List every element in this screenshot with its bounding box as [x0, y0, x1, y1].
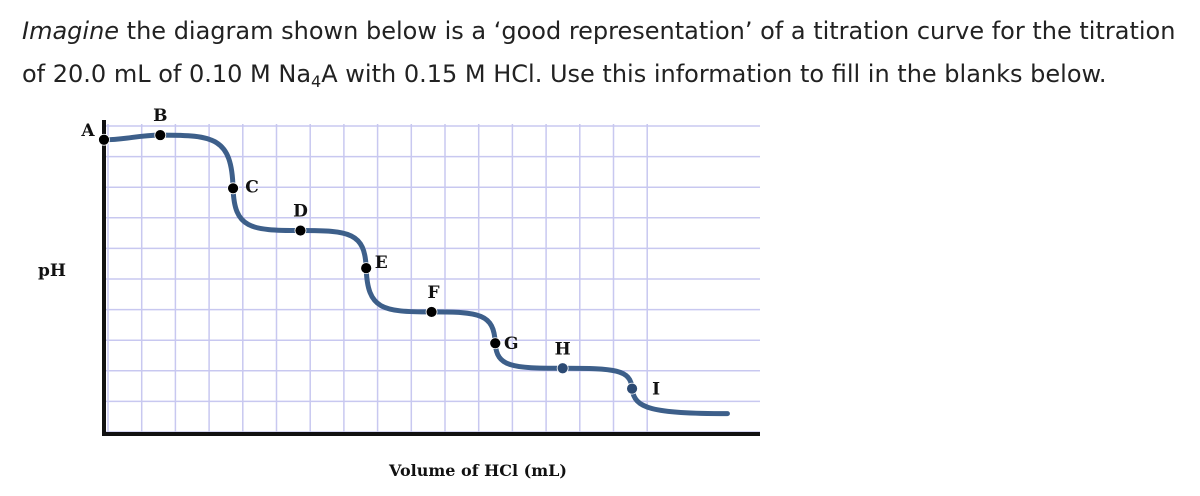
point-i [627, 383, 638, 394]
point-d [295, 225, 306, 236]
point-label-a: A [81, 120, 95, 141]
x-axis-label: Volume of HCl (mL) [389, 461, 567, 480]
question-part-1: the diagram shown below is a ‘good representation’ of a titration curve for the titration of 20.0 mL of 0.10 M Na [22, 17, 1176, 88]
point-a [99, 134, 110, 145]
point-label-e: E [374, 253, 388, 274]
point-label-b: B [153, 106, 168, 127]
question-subscript: 4 [311, 72, 322, 91]
y-axis-label: pH [38, 261, 66, 281]
point-label-c: C [245, 177, 259, 198]
point-b [155, 130, 166, 141]
titration-curve [104, 135, 727, 414]
point-h [557, 363, 568, 374]
point-f [426, 306, 437, 317]
curve-points [80, 106, 660, 400]
question-part-2: A with 0.15 M HCl. Use this information to fill in the blanks below. [321, 60, 1107, 88]
grid [106, 124, 760, 432]
point-label-f: F [427, 282, 440, 303]
point-label-g: G [503, 334, 519, 355]
question-emphasis: Imagine [22, 17, 120, 45]
point-g [490, 338, 501, 349]
point-c [228, 183, 239, 194]
point-label-i: I [652, 379, 661, 400]
point-label-h: H [554, 339, 571, 360]
point-e [361, 263, 372, 274]
point-label-d: D [293, 201, 308, 222]
